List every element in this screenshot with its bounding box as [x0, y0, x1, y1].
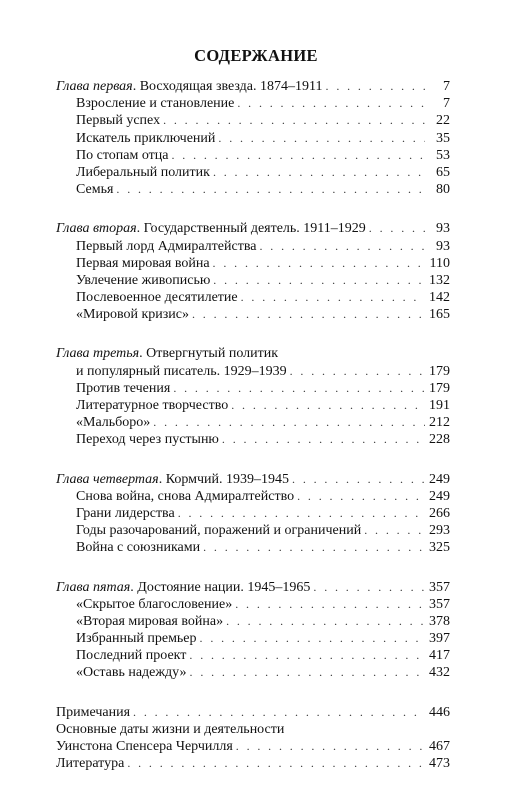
chapter-title: . Государственный деятель. 1911–1929 — [136, 221, 366, 237]
back-matter-title-continued: Уинстона Спенсера Черчилля — [56, 739, 233, 754]
section-entry — [56, 255, 450, 272]
page-number: 266 — [429, 505, 450, 521]
chapter-title: . Достояние нации. 1945–1965 — [130, 579, 311, 595]
page-number: 467 — [429, 739, 450, 754]
page-number: 325 — [429, 540, 450, 556]
section-title: Семья — [76, 182, 114, 198]
chapter-title: . Кормчий. 1939–1945 — [158, 471, 290, 487]
page-number: 65 — [436, 164, 450, 180]
back-matter-title: Примечания — [56, 704, 131, 720]
section-entry — [56, 488, 450, 505]
page-number: 357 — [429, 579, 450, 595]
section-entry — [56, 181, 450, 198]
section-title: Взросление и становление — [76, 96, 235, 112]
section-title: Первый лорд Адмиралтейства — [76, 238, 257, 254]
dot-leader — [236, 738, 425, 755]
page-number: 293 — [429, 523, 450, 539]
section-title: Либеральный политик — [76, 164, 210, 180]
section-entry — [56, 539, 450, 556]
chapter-heading — [56, 78, 450, 95]
dot-leader — [297, 488, 425, 505]
chapter-heading — [56, 345, 450, 362]
page-number: 397 — [429, 631, 450, 647]
page-number: 179 — [429, 380, 450, 396]
section-title: Переход через пустыню — [76, 432, 219, 448]
section-entry — [56, 613, 450, 630]
chapter-heading — [56, 579, 450, 596]
section-title: «Мальборо» — [76, 415, 151, 431]
back-matter-entry — [56, 704, 450, 721]
dot-leader — [259, 238, 425, 255]
section-entry — [56, 664, 450, 681]
dot-leader — [235, 596, 425, 613]
section-title: Увлечение живописью — [76, 272, 211, 288]
dot-leader — [292, 471, 425, 488]
page-number: 446 — [429, 704, 450, 720]
section-title: «Оставь надежду» — [76, 665, 187, 681]
page-number: 432 — [429, 665, 450, 681]
chapter-heading — [56, 471, 450, 488]
back-matter-entry-continuation — [56, 738, 450, 755]
section-entry — [56, 397, 450, 414]
page-number: 212 — [429, 415, 450, 431]
page-number: 249 — [429, 471, 450, 487]
dot-leader — [218, 130, 425, 147]
page-number: 179 — [429, 363, 450, 379]
dot-leader — [222, 431, 425, 448]
section-entry — [56, 238, 450, 255]
section-entry — [56, 647, 450, 664]
dot-leader — [213, 164, 425, 181]
section-entry — [56, 380, 450, 397]
section-entry — [56, 306, 450, 323]
dot-leader — [313, 579, 425, 596]
section-title: По стопам отца — [76, 147, 169, 163]
dot-leader — [153, 414, 425, 431]
back-matter-entry — [56, 721, 450, 738]
section-entry — [56, 596, 450, 613]
table-of-contents — [56, 78, 450, 772]
section-title: Грани лидерства — [76, 505, 175, 521]
dot-leader — [213, 255, 425, 272]
page-number: 473 — [429, 756, 450, 772]
dot-leader — [369, 220, 425, 237]
section-entry — [56, 431, 450, 448]
dot-leader — [364, 522, 425, 539]
section-title: Искатель приключений — [76, 130, 216, 146]
page-number: 249 — [429, 488, 450, 504]
section-entry — [56, 289, 450, 306]
page-number: 191 — [429, 398, 450, 413]
dot-leader — [203, 539, 425, 556]
page-number: 7 — [443, 79, 450, 94]
section-title: Избранный премьер — [76, 631, 197, 647]
page-number: 228 — [429, 432, 450, 448]
page-number: 142 — [429, 290, 450, 306]
section-title: «Скрытое благословение» — [76, 596, 233, 612]
dot-leader — [190, 664, 425, 681]
chapter-heading-continuation — [56, 363, 450, 380]
dot-leader — [192, 306, 425, 323]
dot-leader — [241, 289, 425, 306]
page-number: 35 — [436, 130, 450, 146]
section-title: «Вторая мировая война» — [76, 613, 224, 629]
chapter-title: . Восходящая звезда. 1874–1911 — [132, 79, 323, 94]
dot-leader — [237, 95, 425, 112]
dot-leader — [178, 505, 425, 522]
back-matter-entry — [56, 755, 450, 772]
section-entry — [56, 95, 450, 112]
section-entry — [56, 414, 450, 431]
page-number: 93 — [436, 238, 450, 254]
page-number: 93 — [436, 221, 450, 237]
page-number: 417 — [429, 648, 450, 664]
section-entry — [56, 130, 450, 147]
section-title: Война с союзниками — [76, 540, 201, 556]
chapter-title-continued: и популярный писатель. 1929–1939 — [76, 363, 287, 379]
section-entry — [56, 272, 450, 289]
chapter-title: . Отвергнутый политик — [139, 346, 279, 362]
section-title: Снова война, снова Адмиралтейство — [76, 488, 295, 504]
section-entry — [56, 147, 450, 164]
section-title: Годы разочарований, поражений и ограничений — [76, 523, 362, 539]
back-matter-title: Литература — [56, 756, 125, 772]
section-title: Литературное творчество — [76, 398, 229, 413]
page-number: 378 — [429, 613, 450, 629]
section-title: Последний проект — [76, 648, 187, 664]
dot-leader — [127, 755, 425, 772]
chapter-label: Глава пятая — [56, 579, 131, 595]
dot-leader — [171, 147, 425, 164]
page-number: 357 — [429, 596, 450, 612]
section-title: Послевоенное десятилетие — [76, 290, 238, 306]
dot-leader — [326, 78, 425, 95]
chapter-heading — [56, 220, 450, 237]
page-number: 7 — [443, 96, 450, 112]
section-title: «Мировой кризис» — [76, 307, 189, 323]
section-entry — [56, 505, 450, 522]
dot-leader — [213, 272, 425, 289]
dot-leader — [189, 647, 425, 664]
chapter-label: Глава третья — [56, 346, 140, 362]
page-number: 132 — [429, 272, 450, 288]
dot-leader — [200, 630, 425, 647]
chapter-label: Глава вторая — [56, 221, 137, 237]
section-title: Против течения — [76, 380, 171, 396]
dot-leader — [173, 380, 425, 397]
chapter-label: Глава первая — [56, 79, 133, 94]
dot-leader — [226, 613, 425, 630]
dot-leader — [116, 181, 425, 198]
page-title: СОДЕРЖАНИЕ — [194, 46, 318, 65]
dot-leader — [133, 704, 425, 721]
back-matter-title: Основные даты жизни и деятельности — [56, 721, 285, 737]
dot-leader — [163, 112, 425, 129]
dot-leader — [231, 397, 425, 414]
page-number: 165 — [429, 307, 450, 323]
section-entry — [56, 522, 450, 539]
chapter-label: Глава четвертая — [56, 471, 159, 487]
page-number: 110 — [429, 255, 450, 271]
section-entry — [56, 630, 450, 647]
section-title: Первая мировая война — [76, 255, 210, 271]
dot-leader — [290, 363, 425, 380]
section-title: Первый успех — [76, 113, 161, 129]
page-number: 53 — [436, 147, 450, 163]
section-entry — [56, 164, 450, 181]
page-number: 80 — [436, 182, 450, 198]
page-number: 22 — [436, 113, 450, 129]
section-entry — [56, 112, 450, 129]
